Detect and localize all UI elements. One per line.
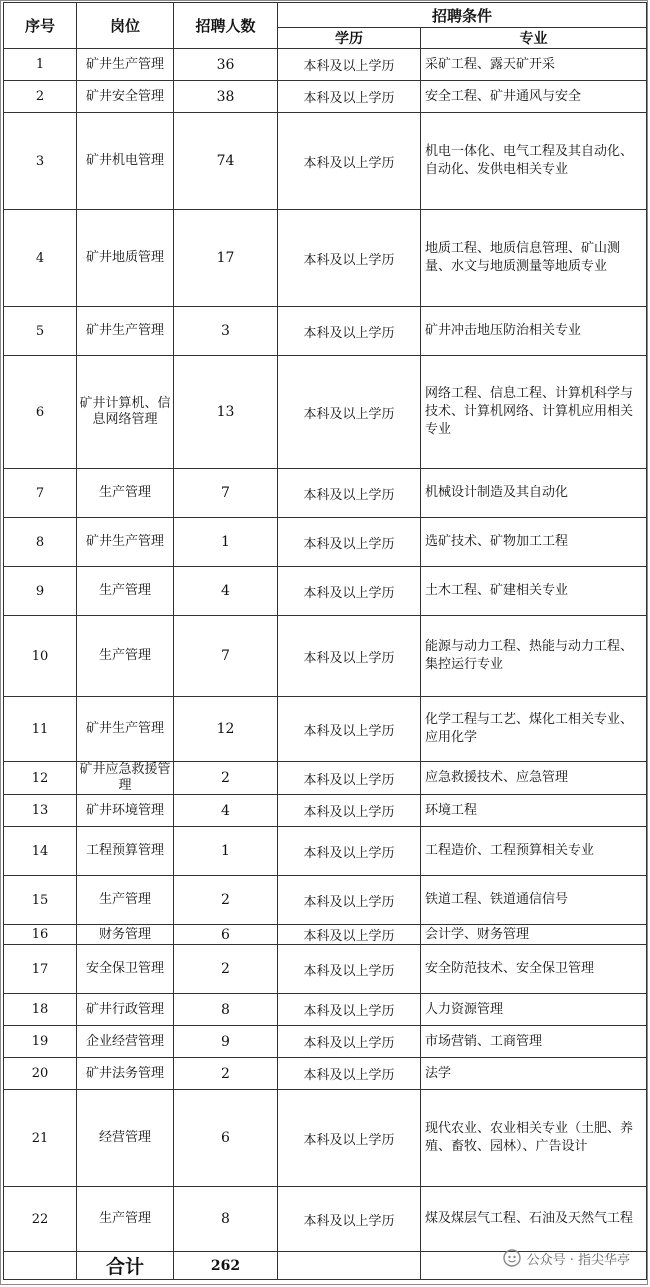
header-education: 学历 (278, 28, 421, 49)
row-index: 4 (4, 210, 77, 307)
row-position: 矿井环境管理 (77, 795, 174, 827)
row-count: 36 (174, 49, 278, 81)
row-index: 5 (4, 307, 77, 356)
watermark (503, 1247, 630, 1269)
row-position: 生产管理 (77, 1187, 174, 1252)
row-education: 本科及以上学历 (278, 210, 421, 307)
row-major: 机械设计制造及其自动化 (421, 469, 647, 518)
row-index: 2 (4, 81, 77, 113)
row-position: 矿井生产管理 (77, 307, 174, 356)
table-row (4, 356, 647, 469)
table-row (4, 1058, 647, 1090)
row-index: 14 (4, 827, 77, 876)
row-major: 安全防范技术、安全保卫管理 (421, 945, 647, 994)
row-position: 矿井安全管理 (77, 81, 174, 113)
row-major: 会计学、财务管理 (421, 925, 647, 945)
row-education: 本科及以上学历 (278, 567, 421, 616)
header-position: 岗位 (77, 3, 174, 49)
row-position: 企业经营管理 (77, 1026, 174, 1058)
row-position: 矿井法务管理 (77, 1058, 174, 1090)
row-index: 15 (4, 876, 77, 925)
table-row (4, 925, 647, 945)
row-index: 19 (4, 1026, 77, 1058)
row-count: 7 (174, 469, 278, 518)
row-count: 6 (174, 1090, 278, 1187)
row-position: 生产管理 (77, 469, 174, 518)
row-education: 本科及以上学历 (278, 795, 421, 827)
total-count: 262 (174, 1252, 278, 1280)
row-position: 矿井计算机、信息网络管理 (77, 356, 174, 469)
header-count: 招聘人数 (174, 3, 278, 49)
table-row (4, 762, 647, 795)
row-education: 本科及以上学历 (278, 925, 421, 945)
row-position: 安全保卫管理 (77, 945, 174, 994)
row-position: 生产管理 (77, 567, 174, 616)
row-position: 矿井生产管理 (77, 518, 174, 567)
row-position: 生产管理 (77, 876, 174, 925)
row-index: 9 (4, 567, 77, 616)
row-count: 74 (174, 113, 278, 210)
row-count: 38 (174, 81, 278, 113)
table-row (4, 994, 647, 1026)
row-index: 16 (4, 925, 77, 945)
row-index: 11 (4, 697, 77, 762)
row-education: 本科及以上学历 (278, 1187, 421, 1252)
table-row (4, 697, 647, 762)
table-row (4, 113, 647, 210)
row-education: 本科及以上学历 (278, 469, 421, 518)
row-major: 选矿技术、矿物加工工程 (421, 518, 647, 567)
row-education: 本科及以上学历 (278, 49, 421, 81)
row-index: 7 (4, 469, 77, 518)
row-count: 2 (174, 762, 278, 795)
row-major: 能源与动力工程、热能与动力工程、集控运行专业 (421, 616, 647, 697)
header-conditions: 招聘条件 (278, 3, 647, 28)
row-education: 本科及以上学历 (278, 356, 421, 469)
row-count: 9 (174, 1026, 278, 1058)
row-education: 本科及以上学历 (278, 81, 421, 113)
table-row (4, 210, 647, 307)
table-row (4, 876, 647, 925)
row-count: 2 (174, 876, 278, 925)
row-position: 矿井应急救援管理 (77, 762, 174, 795)
row-education: 本科及以上学历 (278, 1026, 421, 1058)
row-position: 矿井机电管理 (77, 113, 174, 210)
row-major: 化学工程与工艺、煤化工相关专业、应用化学 (421, 697, 647, 762)
row-education: 本科及以上学历 (278, 518, 421, 567)
row-education: 本科及以上学历 (278, 616, 421, 697)
row-count: 8 (174, 994, 278, 1026)
row-count: 17 (174, 210, 278, 307)
row-index: 13 (4, 795, 77, 827)
row-major: 法学 (421, 1058, 647, 1090)
row-education: 本科及以上学历 (278, 307, 421, 356)
row-major: 采矿工程、露天矿开采 (421, 49, 647, 81)
row-position: 矿井行政管理 (77, 994, 174, 1026)
header-row (4, 3, 647, 28)
row-major: 人力资源管理 (421, 994, 647, 1026)
row-count: 6 (174, 925, 278, 945)
wechat-official-account-icon (503, 1249, 521, 1267)
row-count: 2 (174, 945, 278, 994)
row-major: 铁道工程、铁道通信信号 (421, 876, 647, 925)
row-count: 13 (174, 356, 278, 469)
header-major: 专业 (421, 28, 647, 49)
row-major: 工程造价、工程预算相关专业 (421, 827, 647, 876)
row-education: 本科及以上学历 (278, 113, 421, 210)
row-major: 机电一体化、电气工程及其自动化、自动化、发供电相关专业 (421, 113, 647, 210)
row-index: 3 (4, 113, 77, 210)
row-index: 20 (4, 1058, 77, 1090)
total-label: 合计 (77, 1252, 174, 1280)
row-position: 矿井生产管理 (77, 49, 174, 81)
row-position: 工程预算管理 (77, 827, 174, 876)
row-education: 本科及以上学历 (278, 994, 421, 1026)
watermark-text: 公众号 · 指尖华亭 (526, 1252, 630, 1268)
row-position: 矿井地质管理 (77, 210, 174, 307)
row-index: 21 (4, 1090, 77, 1187)
row-index: 22 (4, 1187, 77, 1252)
row-index: 6 (4, 356, 77, 469)
row-major: 地质工程、地质信息管理、矿山测量、水文与地质测量等地质专业 (421, 210, 647, 307)
row-education: 本科及以上学历 (278, 876, 421, 925)
row-education: 本科及以上学历 (278, 697, 421, 762)
row-education: 本科及以上学历 (278, 827, 421, 876)
row-count: 2 (174, 1058, 278, 1090)
recruitment-table (3, 2, 647, 1280)
row-index: 12 (4, 762, 77, 795)
table-row (4, 307, 647, 356)
row-major: 矿井冲击地压防治相关专业 (421, 307, 647, 356)
row-education: 本科及以上学历 (278, 1058, 421, 1090)
table-row (4, 827, 647, 876)
row-education: 本科及以上学历 (278, 1090, 421, 1187)
row-major: 土木工程、矿建相关专业 (421, 567, 647, 616)
table-row (4, 1090, 647, 1187)
row-count: 12 (174, 697, 278, 762)
row-major: 安全工程、矿井通风与安全 (421, 81, 647, 113)
table-row (4, 795, 647, 827)
row-major: 网络工程、信息工程、计算机科学与技术、计算机网络、计算机应用相关专业 (421, 356, 647, 469)
row-position: 生产管理 (77, 616, 174, 697)
row-count: 4 (174, 795, 278, 827)
row-major: 应急救援技术、应急管理 (421, 762, 647, 795)
row-count: 1 (174, 827, 278, 876)
row-position: 财务管理 (77, 925, 174, 945)
table-body (4, 49, 647, 1252)
table-row (4, 1187, 647, 1252)
table-row (4, 945, 647, 994)
row-index: 10 (4, 616, 77, 697)
row-count: 7 (174, 616, 278, 697)
row-major: 煤及煤层气工程、石油及天然气工程 (421, 1187, 647, 1252)
table-row (4, 1026, 647, 1058)
row-major: 环境工程 (421, 795, 647, 827)
table-row (4, 616, 647, 697)
row-count: 8 (174, 1187, 278, 1252)
row-position: 经营管理 (77, 1090, 174, 1187)
table-row (4, 567, 647, 616)
table-row (4, 81, 647, 113)
row-major: 市场营销、工商管理 (421, 1026, 647, 1058)
row-index: 8 (4, 518, 77, 567)
row-index: 18 (4, 994, 77, 1026)
table-row (4, 518, 647, 567)
row-education: 本科及以上学历 (278, 762, 421, 795)
row-education: 本科及以上学历 (278, 945, 421, 994)
row-count: 1 (174, 518, 278, 567)
header-index: 序号 (4, 3, 77, 49)
table-row (4, 49, 647, 81)
row-position: 矿井生产管理 (77, 697, 174, 762)
row-count: 4 (174, 567, 278, 616)
row-index: 1 (4, 49, 77, 81)
row-index: 17 (4, 945, 77, 994)
row-major: 现代农业、农业相关专业（土肥、养殖、畜牧、园林）、广告设计 (421, 1090, 647, 1187)
row-count: 3 (174, 307, 278, 356)
table-row (4, 469, 647, 518)
